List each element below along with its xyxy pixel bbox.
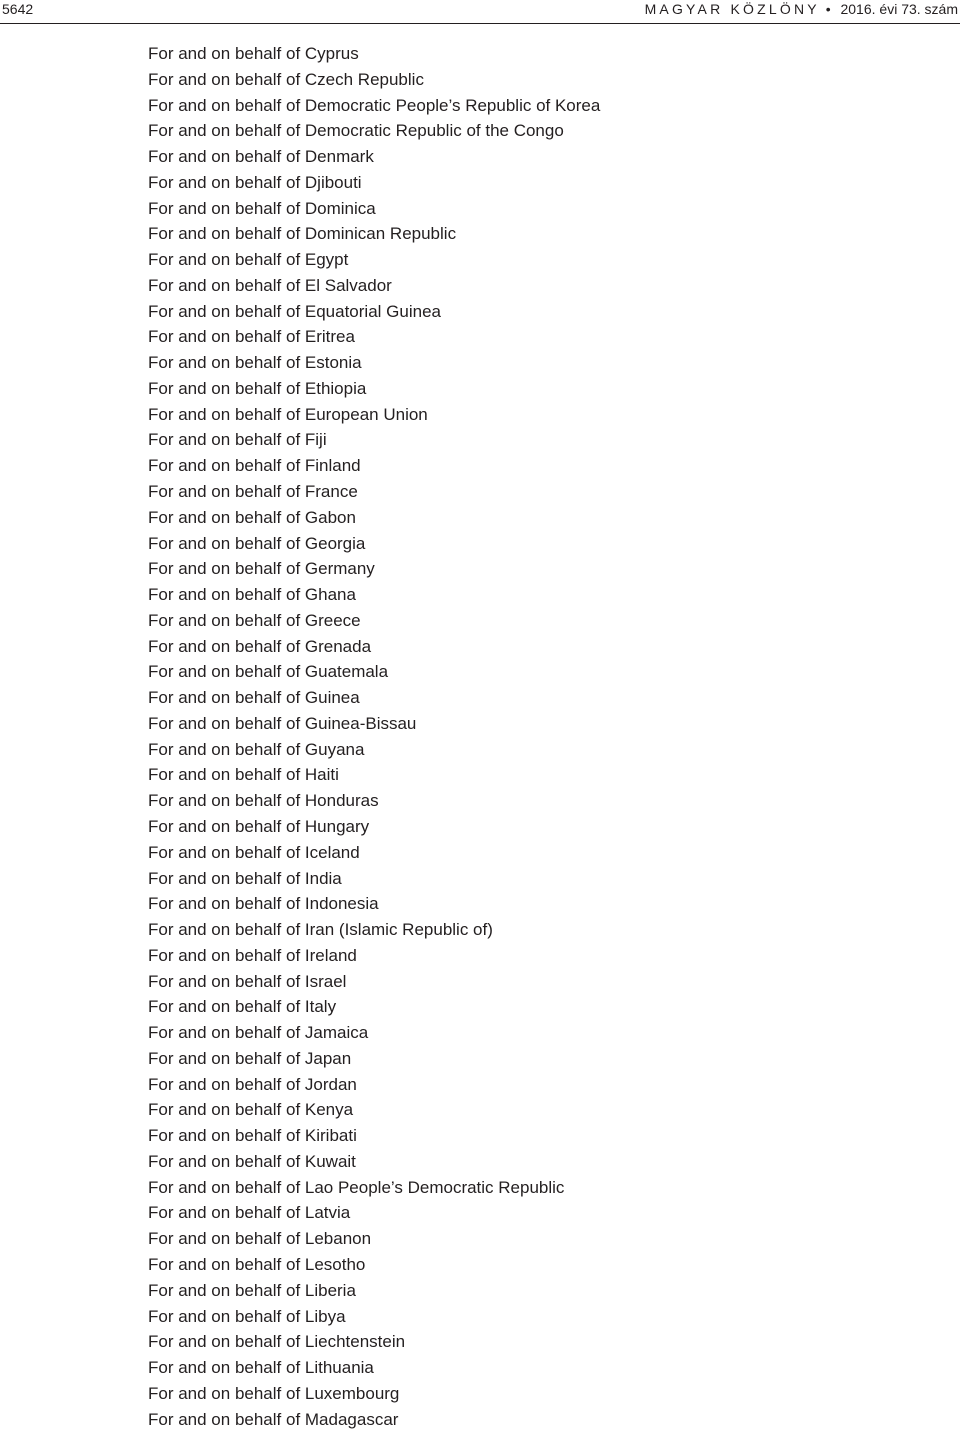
signatory-text: For and on behalf of Cyprus [148,44,359,63]
signatory-text: For and on behalf of India [148,868,342,888]
signatory-text: For and on behalf of France [148,482,358,502]
signatory-text: For and on behalf of Lithuania [148,1358,374,1378]
signatory-text: For and on behalf of Djibouti [148,172,362,192]
signatory-text: For and on behalf of Israel [148,971,347,991]
signatory-text: For and on behalf of Jordan [148,1074,357,1094]
signatory-text: For and on behalf of Greece [148,610,361,630]
signatory-text: For and on behalf of Democratic People’s Republic of Korea [148,95,601,115]
signatory-text: For and on behalf of Eritrea [148,327,355,347]
signatory-text: For and on behalf of El Salvador [148,275,392,295]
header-separator: • [825,1,831,17]
signatory-text: For and on behalf of Kuwait [148,1151,356,1171]
signatory-text: For and on behalf of Lao People’s Democratic Republic [148,1177,565,1197]
signatory-text: For and on behalf of Liberia [148,1280,356,1300]
signatory-text: For and on behalf of Haiti [148,765,339,785]
signatory-text: For and on behalf of Guinea-Bissau [148,713,417,733]
header-rule [0,23,960,24]
signatory-text: For and on behalf of Ireland [148,945,357,965]
signatory-text: For and on behalf of Iceland [148,842,360,862]
signatory-text: For and on behalf of Democratic Republic of the Congo [148,121,564,141]
signatory-text: For and on behalf of Ethiopia [148,378,367,398]
issue-number: 2016. évi 73. szám [840,1,958,17]
signatory-text: For and on behalf of Guatemala [148,662,389,682]
signatory-text: For and on behalf of Honduras [148,791,379,811]
signatory-text: For and on behalf of Indonesia [148,894,379,914]
signatory-text: For and on behalf of Madagascar [148,1409,399,1429]
signatory-text: For and on behalf of Germany [148,559,375,579]
signatory-text: For and on behalf of Liechtenstein [148,1332,406,1352]
signatory-text: For and on behalf of Luxembourg [148,1383,400,1403]
signatory-text: For and on behalf of Lesotho [148,1254,366,1274]
signatory-text: For and on behalf of Georgia [148,533,366,553]
signatory-text: For and on behalf of Grenada [148,636,372,656]
page-header [0,0,960,20]
signatory-text: For and on behalf of Gabon [148,507,356,527]
signatory-text: For and on behalf of Kenya [148,1100,354,1120]
signatory-text: For and on behalf of Finland [148,456,361,476]
signatory-text: For and on behalf of Guyana [148,739,365,759]
signatory-text: For and on behalf of Egypt [148,250,349,270]
signatory-text: For and on behalf of Lebanon [148,1229,372,1249]
signatory-text: For and on behalf of Czech Republic [148,69,424,89]
signatory-text: For and on behalf of Equatorial Guinea [148,301,441,321]
signatory-text: For and on behalf of Jamaica [148,1023,369,1043]
signatory-text: For and on behalf of Estonia [148,353,362,373]
signatory-text: For and on behalf of Dominica [148,198,376,218]
signatory-text: For and on behalf of Hungary [148,816,370,836]
journal-name: MAGYAR KÖZLÖNY [644,1,820,17]
signatory-text: For and on behalf of Fiji [148,430,327,450]
signatory-text: For and on behalf of Italy [148,997,337,1017]
journal-info [645,0,958,18]
signatory-text: For and on behalf of Kiribati [148,1126,357,1146]
signatory-text: For and on behalf of Latvia [148,1203,351,1223]
signatory-text: For and on behalf of Libya [148,1306,346,1326]
signatory-text: For and on behalf of Iran (Islamic Republic of) [148,920,493,940]
signatory-text: For and on behalf of European Union [148,404,428,424]
signatory-text: For and on behalf of Japan [148,1048,352,1068]
signatory-text: For and on behalf of Denmark [148,147,374,167]
page-number: 5642 [2,1,34,17]
signatory-text: For and on behalf of Dominican Republic [148,224,457,244]
signatory-text: For and on behalf of Ghana [148,585,356,605]
signatory-text: For and on behalf of Guinea [148,688,360,708]
